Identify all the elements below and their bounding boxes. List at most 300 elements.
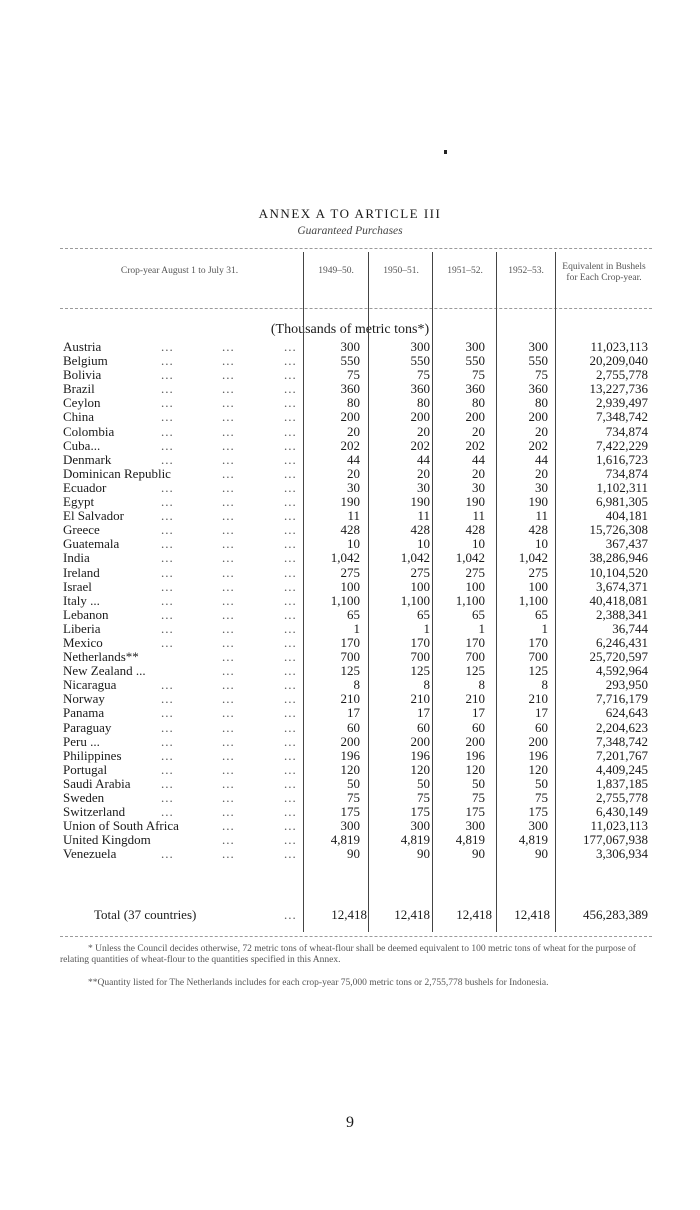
quantity-cell: 428 — [410, 522, 430, 538]
quantity-cell: 60 — [347, 719, 360, 735]
leader-dots: ... — [222, 437, 235, 453]
country-name: Dominican Republic — [63, 465, 171, 481]
quantity-cell: 100 — [410, 578, 430, 594]
quantity-cell: 17 — [535, 705, 548, 721]
quantity-cell: 20 — [417, 465, 430, 481]
leader-dots: ... — [284, 606, 297, 622]
quantity-cell: 60 — [472, 719, 485, 735]
country-name: Union of South Africa — [63, 818, 179, 834]
bushels-cell: 11,023,113 — [590, 339, 648, 354]
country-name: Philippines — [63, 747, 122, 763]
annex-subtitle: Guaranteed Purchases — [297, 225, 403, 237]
leader-dots: ... — [284, 564, 297, 580]
leader-dots: ... — [284, 747, 297, 763]
quantity-cell: 190 — [528, 494, 548, 510]
quantity-cell: 196 — [465, 747, 485, 763]
total-1951-52: 12,418 — [456, 907, 492, 922]
quantity-cell: 196 — [528, 747, 548, 763]
leader-dots: ... — [161, 522, 174, 538]
bushels-cell: 7,348,742 — [596, 409, 648, 425]
quantity-cell: 75 — [347, 790, 360, 805]
quantity-cell: 10 — [347, 536, 360, 552]
country-name: Israel — [63, 578, 92, 594]
total-1952-53: 12,418 — [514, 907, 550, 922]
leader-dots: ... — [161, 367, 174, 383]
quantity-cell: 125 — [465, 663, 485, 679]
country-name: Portugal — [63, 761, 108, 777]
leader-dots: ... — [284, 761, 297, 777]
leader-dots: ... — [222, 479, 235, 495]
leader-dots: ... — [222, 367, 235, 383]
quantity-cell: 200 — [528, 409, 548, 425]
leader-dots: ... — [161, 747, 174, 763]
quantity-cell: 1,042 — [400, 550, 430, 566]
leader-dots: ... — [222, 691, 235, 707]
leader-dots: ... — [222, 846, 235, 862]
quantity-cell: 60 — [535, 719, 548, 735]
bushels-cell: 6,430,149 — [596, 804, 648, 820]
leader-dots: ... — [161, 381, 174, 397]
quantity-cell: 190 — [410, 494, 430, 510]
quantity-cell: 17 — [347, 705, 360, 721]
quantity-cell: 428 — [340, 522, 360, 538]
quantity-cell: 210 — [465, 691, 485, 707]
leader-dots: ... — [222, 804, 235, 820]
leader-dots: ... — [161, 775, 174, 791]
quantity-cell: 8 — [353, 677, 360, 693]
leader-dots: ... — [161, 761, 174, 777]
bushels-cell: 6,246,431 — [596, 634, 648, 650]
table-row — [0, 425, 700, 439]
country-name: Greece — [63, 522, 100, 538]
quantity-cell: 20 — [347, 465, 360, 481]
quantity-cell: 300 — [340, 339, 360, 354]
leader-dots: ... — [222, 578, 235, 594]
table-row — [0, 777, 700, 791]
quantity-cell: 1,100 — [455, 592, 485, 608]
country-name: China — [63, 409, 95, 425]
leader-dots: ... — [284, 381, 297, 397]
table-row — [0, 594, 700, 608]
country-name: Brazil — [63, 381, 95, 397]
leader-dots: ... — [222, 395, 235, 411]
table-row — [0, 678, 700, 692]
page-number: 9 — [346, 1114, 354, 1131]
leader-dots: ... — [222, 832, 235, 848]
table-row — [0, 805, 700, 819]
bushels-cell: 3,306,934 — [596, 846, 648, 862]
table-row — [0, 495, 700, 509]
leader-dots: ... — [161, 592, 174, 608]
quantity-cell: 1 — [478, 620, 485, 636]
bushels-cell: 36,744 — [612, 620, 648, 636]
country-name: El Salvador — [63, 508, 125, 524]
table-row — [0, 833, 700, 847]
country-name: Egypt — [63, 494, 95, 510]
quantity-cell: 30 — [417, 479, 430, 495]
units-caption: (Thousands of metric tons*) — [270, 322, 430, 337]
quantity-cell: 428 — [465, 522, 485, 538]
country-name: Guatemala — [63, 536, 120, 552]
quantity-cell: 210 — [528, 691, 548, 707]
quantity-cell: 175 — [465, 804, 485, 820]
quantity-cell: 65 — [417, 606, 430, 622]
leader-dots: ... — [222, 550, 235, 566]
quantity-cell: 20 — [535, 423, 548, 439]
table-row — [0, 735, 700, 749]
quantity-cell: 17 — [417, 705, 430, 721]
quantity-cell: 125 — [410, 663, 430, 679]
country-name: Ireland — [63, 564, 100, 580]
quantity-cell: 200 — [528, 733, 548, 749]
quantity-cell: 4,819 — [400, 832, 430, 848]
quantity-cell: 300 — [340, 818, 360, 834]
bushels-cell: 1,837,185 — [596, 775, 648, 791]
leader-dots: ... — [222, 733, 235, 749]
quantity-cell: 44 — [347, 451, 360, 467]
quantity-cell: 300 — [410, 339, 430, 354]
leader-dots: ... — [284, 818, 297, 834]
quantity-cell: 210 — [340, 691, 360, 707]
leader-dots: ... — [284, 550, 297, 566]
leader-dots: ... — [222, 465, 235, 481]
leader-dots: ... — [284, 465, 297, 481]
quantity-cell: 360 — [465, 381, 485, 397]
quantity-cell: 550 — [528, 353, 548, 369]
country-name: Switzerland — [63, 804, 126, 820]
quantity-cell: 90 — [347, 846, 360, 862]
leader-dots: ... — [284, 846, 297, 862]
bushels-cell: 40,418,081 — [589, 592, 648, 608]
leader-dots: ... — [222, 719, 235, 735]
quantity-cell: 75 — [472, 367, 485, 383]
leader-dots: ... — [284, 790, 297, 805]
bushels-cell: 2,939,497 — [596, 395, 648, 411]
leader-dots: ... — [284, 479, 297, 495]
quantity-cell: 50 — [417, 775, 430, 791]
bushels-cell: 177,067,938 — [583, 832, 648, 848]
country-name: New Zealand ... — [63, 663, 146, 679]
country-name: Belgium — [63, 353, 108, 369]
leader-dots: ... — [284, 367, 297, 383]
bushels-cell: 734,874 — [605, 423, 648, 439]
table-row — [0, 706, 700, 720]
quantity-cell: 44 — [472, 451, 485, 467]
quantity-cell: 90 — [472, 846, 485, 862]
bushels-cell: 2,755,778 — [596, 367, 648, 383]
leader-dots: ... — [284, 775, 297, 791]
country-name: Peru ... — [63, 733, 100, 749]
table-row — [0, 819, 700, 833]
leader-dots: ... — [161, 733, 174, 749]
bushels-cell: 38,286,946 — [589, 550, 648, 566]
quantity-cell: 65 — [347, 606, 360, 622]
bushels-cell: 2,755,778 — [596, 790, 648, 805]
leader-dots: ... — [284, 536, 297, 552]
bushels-cell: 4,592,964 — [596, 663, 648, 679]
leader-dots: ... — [161, 494, 174, 510]
leader-dots: ... — [161, 804, 174, 820]
leader-dots: ... — [284, 663, 297, 679]
quantity-cell: 200 — [340, 733, 360, 749]
quantity-cell: 200 — [465, 733, 485, 749]
table-row — [0, 396, 700, 410]
bushels-cell: 3,674,371 — [596, 578, 648, 594]
quantity-cell: 170 — [340, 634, 360, 650]
quantity-cell: 65 — [472, 606, 485, 622]
leader-dots: ... — [222, 620, 235, 636]
quantity-cell: 50 — [472, 775, 485, 791]
country-name: Netherlands** — [63, 649, 139, 665]
table-row — [0, 551, 700, 565]
quantity-cell: 700 — [410, 649, 430, 665]
leader-dots: ... — [284, 395, 297, 411]
country-name: Ecuador — [63, 479, 107, 495]
quantity-cell: 1,100 — [400, 592, 430, 608]
quantity-cell: 44 — [535, 451, 548, 467]
quantity-cell: 170 — [528, 634, 548, 650]
bushels-cell: 10,104,520 — [589, 564, 648, 580]
leader-dots: ... — [222, 339, 235, 354]
quantity-cell: 120 — [410, 761, 430, 777]
quantity-cell: 300 — [465, 818, 485, 834]
quantity-cell: 275 — [410, 564, 430, 580]
quantity-cell: 300 — [465, 339, 485, 354]
quantity-cell: 202 — [465, 437, 485, 453]
bushels-cell: 1,102,311 — [596, 479, 648, 495]
quantity-cell: 170 — [410, 634, 430, 650]
total-equivalent: 456,283,389 — [583, 907, 648, 922]
quantity-cell: 125 — [340, 663, 360, 679]
quantity-cell: 170 — [465, 634, 485, 650]
leader-dots: ... — [161, 578, 174, 594]
quantity-cell: 190 — [340, 494, 360, 510]
table-row — [0, 749, 700, 763]
leader-dots: ... — [161, 395, 174, 411]
leader-dots: ... — [284, 353, 297, 369]
table-row — [0, 791, 700, 805]
leader-dots: ... — [222, 606, 235, 622]
quantity-cell: 360 — [410, 381, 430, 397]
table-row — [0, 467, 700, 481]
quantity-cell: 80 — [417, 395, 430, 411]
quantity-cell: 100 — [340, 578, 360, 594]
leader-dots: ... — [222, 409, 235, 425]
leader-dots: ... — [284, 522, 297, 538]
quantity-cell: 11 — [417, 508, 430, 524]
leader-dots: ... — [161, 550, 174, 566]
header-bottom-rule — [60, 308, 652, 309]
quantity-cell: 30 — [347, 479, 360, 495]
leader-dots: ... — [161, 846, 174, 862]
quantity-cell: 75 — [417, 790, 430, 805]
leader-dots: ... — [222, 634, 235, 650]
quantity-cell: 1 — [353, 620, 360, 636]
header-1950-51: 1950–51. — [383, 266, 419, 276]
bushels-cell: 20,209,040 — [589, 353, 648, 369]
country-name: Cuba... — [63, 437, 101, 453]
quantity-cell: 90 — [417, 846, 430, 862]
quantity-cell: 428 — [528, 522, 548, 538]
country-name: Lebanon — [63, 606, 109, 622]
quantity-cell: 4,819 — [330, 832, 360, 848]
leader-dots: ... — [284, 733, 297, 749]
quantity-cell: 8 — [423, 677, 430, 693]
leader-dots: ... — [161, 564, 174, 580]
table-row — [0, 636, 700, 650]
quantity-cell: 90 — [535, 846, 548, 862]
table-row — [0, 692, 700, 706]
quantity-cell: 20 — [535, 465, 548, 481]
header-1952-53: 1952–53. — [508, 266, 544, 276]
bushels-cell: 6,981,305 — [596, 494, 648, 510]
quantity-cell: 30 — [535, 479, 548, 495]
leader-dots: ... — [222, 677, 235, 693]
quantity-cell: 700 — [465, 649, 485, 665]
leader-dots: ... — [161, 620, 174, 636]
header-crop-year: Crop-year August 1 to July 31. — [120, 266, 239, 276]
bushels-cell: 15,726,308 — [589, 522, 648, 538]
leader-dots: ... — [284, 677, 297, 693]
table-row — [0, 410, 700, 424]
quantity-cell: 1,042 — [330, 550, 360, 566]
quantity-cell: 175 — [340, 804, 360, 820]
quantity-cell: 210 — [410, 691, 430, 707]
footnote-rule — [60, 936, 652, 937]
leader-dots: ... — [222, 536, 235, 552]
leader-dots: ... — [222, 353, 235, 369]
leader-dots: ... — [284, 719, 297, 735]
leader-dots: ... — [284, 634, 297, 650]
leader-dots: ... — [222, 761, 235, 777]
bushels-cell: 2,388,341 — [596, 606, 648, 622]
quantity-cell: 75 — [535, 367, 548, 383]
quantity-cell: 200 — [340, 409, 360, 425]
leader-dots: ... — [222, 775, 235, 791]
leader-dots: ... — [284, 508, 297, 524]
quantity-cell: 202 — [410, 437, 430, 453]
quantity-cell: 80 — [347, 395, 360, 411]
quantity-cell: 17 — [472, 705, 485, 721]
quantity-cell: 275 — [465, 564, 485, 580]
leader-dots: ... — [222, 508, 235, 524]
table-row — [0, 664, 700, 678]
leader-dots: ... — [222, 451, 235, 467]
country-name: Liberia — [63, 620, 101, 636]
bushels-cell: 7,348,742 — [596, 733, 648, 749]
bushels-cell: 25,720,597 — [589, 649, 648, 665]
bushels-cell: 4,409,245 — [596, 761, 648, 777]
quantity-cell: 44 — [417, 451, 430, 467]
quantity-cell: 80 — [535, 395, 548, 411]
quantity-cell: 65 — [535, 606, 548, 622]
table-row — [0, 523, 700, 537]
quantity-cell: 75 — [535, 790, 548, 805]
header-1949-50: 1949–50. — [318, 266, 354, 276]
leader-dots: ... — [161, 677, 174, 693]
total-label: Total (37 countries) — [94, 907, 197, 922]
leader-dots: ... — [161, 353, 174, 369]
total-1950-51: 12,418 — [394, 907, 430, 922]
quantity-cell: 4,819 — [455, 832, 485, 848]
bushels-cell: 404,181 — [605, 508, 648, 524]
quantity-cell: 120 — [465, 761, 485, 777]
quantity-cell: 360 — [340, 381, 360, 397]
table-row — [0, 566, 700, 580]
bushels-cell: 293,950 — [605, 677, 648, 693]
quantity-cell: 30 — [472, 479, 485, 495]
country-name: Saudi Arabia — [63, 775, 131, 791]
quantity-cell: 50 — [347, 775, 360, 791]
quantity-cell: 20 — [417, 423, 430, 439]
quantity-cell: 300 — [410, 818, 430, 834]
leader-dots: ... — [222, 649, 235, 665]
leader-dots: ... — [284, 832, 297, 848]
bushels-cell: 13,227,736 — [589, 381, 648, 397]
bushels-cell: 367,437 — [605, 536, 648, 552]
table-row — [0, 509, 700, 523]
quantity-cell: 550 — [465, 353, 485, 369]
quantity-cell: 550 — [340, 353, 360, 369]
quantity-cell: 100 — [465, 578, 485, 594]
table-row — [0, 481, 700, 495]
country-name: Colombia — [63, 423, 115, 439]
country-name: Austria — [63, 339, 102, 354]
leader-dots: ... — [222, 564, 235, 580]
country-name: Panama — [63, 705, 105, 721]
table-row — [0, 368, 700, 382]
quantity-cell: 1,042 — [518, 550, 548, 566]
leader-dots: ... — [161, 409, 174, 425]
quantity-cell: 275 — [528, 564, 548, 580]
table-row — [0, 847, 700, 861]
leader-dots: ... — [222, 494, 235, 510]
leader-dots: ... — [284, 620, 297, 636]
leader-dots: ... — [284, 494, 297, 510]
header-equivalent-bushels: Equivalent in Bushels for Each Crop-year. — [562, 262, 646, 283]
annex-title: ANNEX A TO ARTICLE III — [258, 206, 442, 221]
quantity-cell: 200 — [410, 409, 430, 425]
leader-dots: ... — [284, 592, 297, 608]
quantity-cell: 190 — [465, 494, 485, 510]
leader-dots: ... — [284, 437, 297, 453]
country-name: Norway — [63, 691, 105, 707]
quantity-cell: 1 — [423, 620, 430, 636]
quantity-cell: 60 — [417, 719, 430, 735]
quantity-cell: 8 — [541, 677, 548, 693]
leader-dots: ... — [161, 437, 174, 453]
quantity-cell: 1,100 — [518, 592, 548, 608]
footnote-2: **Quantity listed for The Netherlands includes for each crop-year 75,000 metric tons or 2,755,778 bushels for Indonesia. — [88, 978, 549, 988]
leader-dots: ... — [161, 606, 174, 622]
quantity-cell: 75 — [417, 367, 430, 383]
leader-dots: ... — [161, 423, 174, 439]
quantity-cell: 1,042 — [455, 550, 485, 566]
total-row — [0, 907, 700, 923]
leader-dots: ... — [161, 634, 174, 650]
leader-dots: ... — [222, 747, 235, 763]
quantity-cell: 120 — [528, 761, 548, 777]
quantity-cell: 80 — [472, 395, 485, 411]
bushels-cell: 734,874 — [605, 465, 648, 481]
table-row — [0, 608, 700, 622]
leader-dots: ... — [284, 649, 297, 665]
bushels-cell: 7,201,767 — [596, 747, 648, 763]
quantity-cell: 1,100 — [330, 592, 360, 608]
country-name: Venezuela — [63, 846, 117, 862]
leader-dots: ... — [222, 818, 235, 834]
quantity-cell: 10 — [417, 536, 430, 552]
